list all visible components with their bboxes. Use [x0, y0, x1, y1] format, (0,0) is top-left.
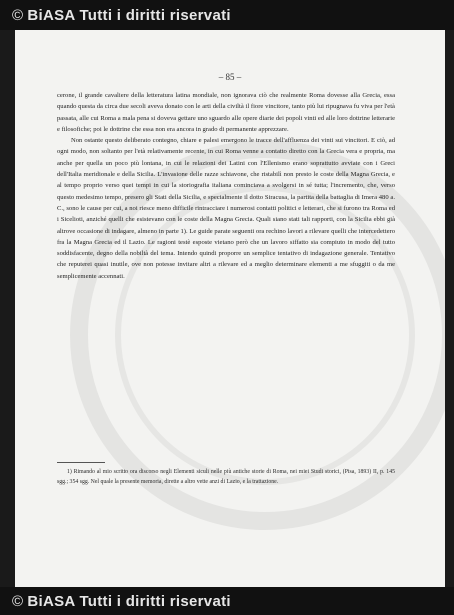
watermark-text: BiASA Tutti i diritti riservati: [27, 592, 231, 610]
copyright-icon: ©: [12, 6, 24, 24]
watermark-text: BiASA Tutti i diritti riservati: [27, 6, 231, 24]
watermark-banner-top: [0, 0, 454, 30]
body-text: [57, 90, 395, 282]
footnote-divider: [57, 462, 105, 463]
scanned-page: [15, 30, 445, 587]
copyright-icon: ©: [12, 592, 24, 610]
paragraph-2: Non ostante questo deliberato contegno, chiare e palesi emergono le tracce dell'affluenza dei vinti sui vincitori. E ciò, ad ogni modo, non soltanto per l'età relativamente recente, in cui Roma venne a contatto diretto con la Grecia vera e propria, ma anche per quella un poco più lontana, in cui le relazioni dei Latini con l'Ellenismo erano soprattutto avviate con i Greci dell'Italia meridionale e della Sicilia. L'invasione delle razze schiavone, che ristabilì non presto le coste della Magna Grecia, e al tempo proprio verso quei tempi in cui la storiografia italiana cominciava a svolgersi in sé tutta; l'incremento, che, verso questo medesimo tempo, presero gli Stati della Sicilia, e specialmente il dotto Siracusa, la partita della battaglia di Imera 480 a. C., sono le cause per cui, a noi riesce meno difficile rintracciare i numerosi contatti politici e letterari, che si furono tra Roma ed i Sicelioti, anziché quelli che esistevano con le coste della Magna Grecia. Quali siano stati tali rapporti, con la Sicilia ebbi già altrove occasione di indagare, almeno in parte 1). Le guide parate seguenti ora rechino lavori a rilevare quelli che intercedettero fra la Magna Grecia ed il Lazio. Le ragioni testè esposte vietano però che un lavoro siffatto sia compiuto in modo del tutto soddisfacente, degno della nobiltà del tema. Intendo quindi proporre un semplice tentativo di indagazione generale. Tentativo che reputerei quasi inutile, ove non potesse invitare altri a rilevare ed a meglio determinare elementi a me sfuggiti o da me semplicemente accennati.: [57, 137, 395, 280]
paragraph-1: cerone, il grande cavaliere della letteratura latina mondiale, non ignorava ciò che realmente Roma dovesse alla Grecia, essa quando questa da circa due secoli aveva donato con le arti della civiltà il fiore vincitore, tanto più lui ripugnava fu viva per l'età passata, alle cui Roma a mala pena si doveva gettare uno sguardo alle opere diarie dei popoli vinti ed alle loro dottrine letterarie e filosofiche; poi le dottrine che essa non era ancora in grado di permanente apprezzare.: [57, 92, 395, 133]
page-number: – 85 –: [218, 72, 242, 82]
footnote: 1) Rimando al mio scritto ora discorso negli Elementi siculi nelle più antiche storie di Roma, nei miei Studi storici, (Pisa, 1893) II, p. 145 sgg.; 354 sgg. Nel quale la presente memoria, dirette a altro vette anzi di Lazio, e la trattazione.: [57, 469, 395, 485]
watermark-banner-bottom: [0, 587, 454, 615]
